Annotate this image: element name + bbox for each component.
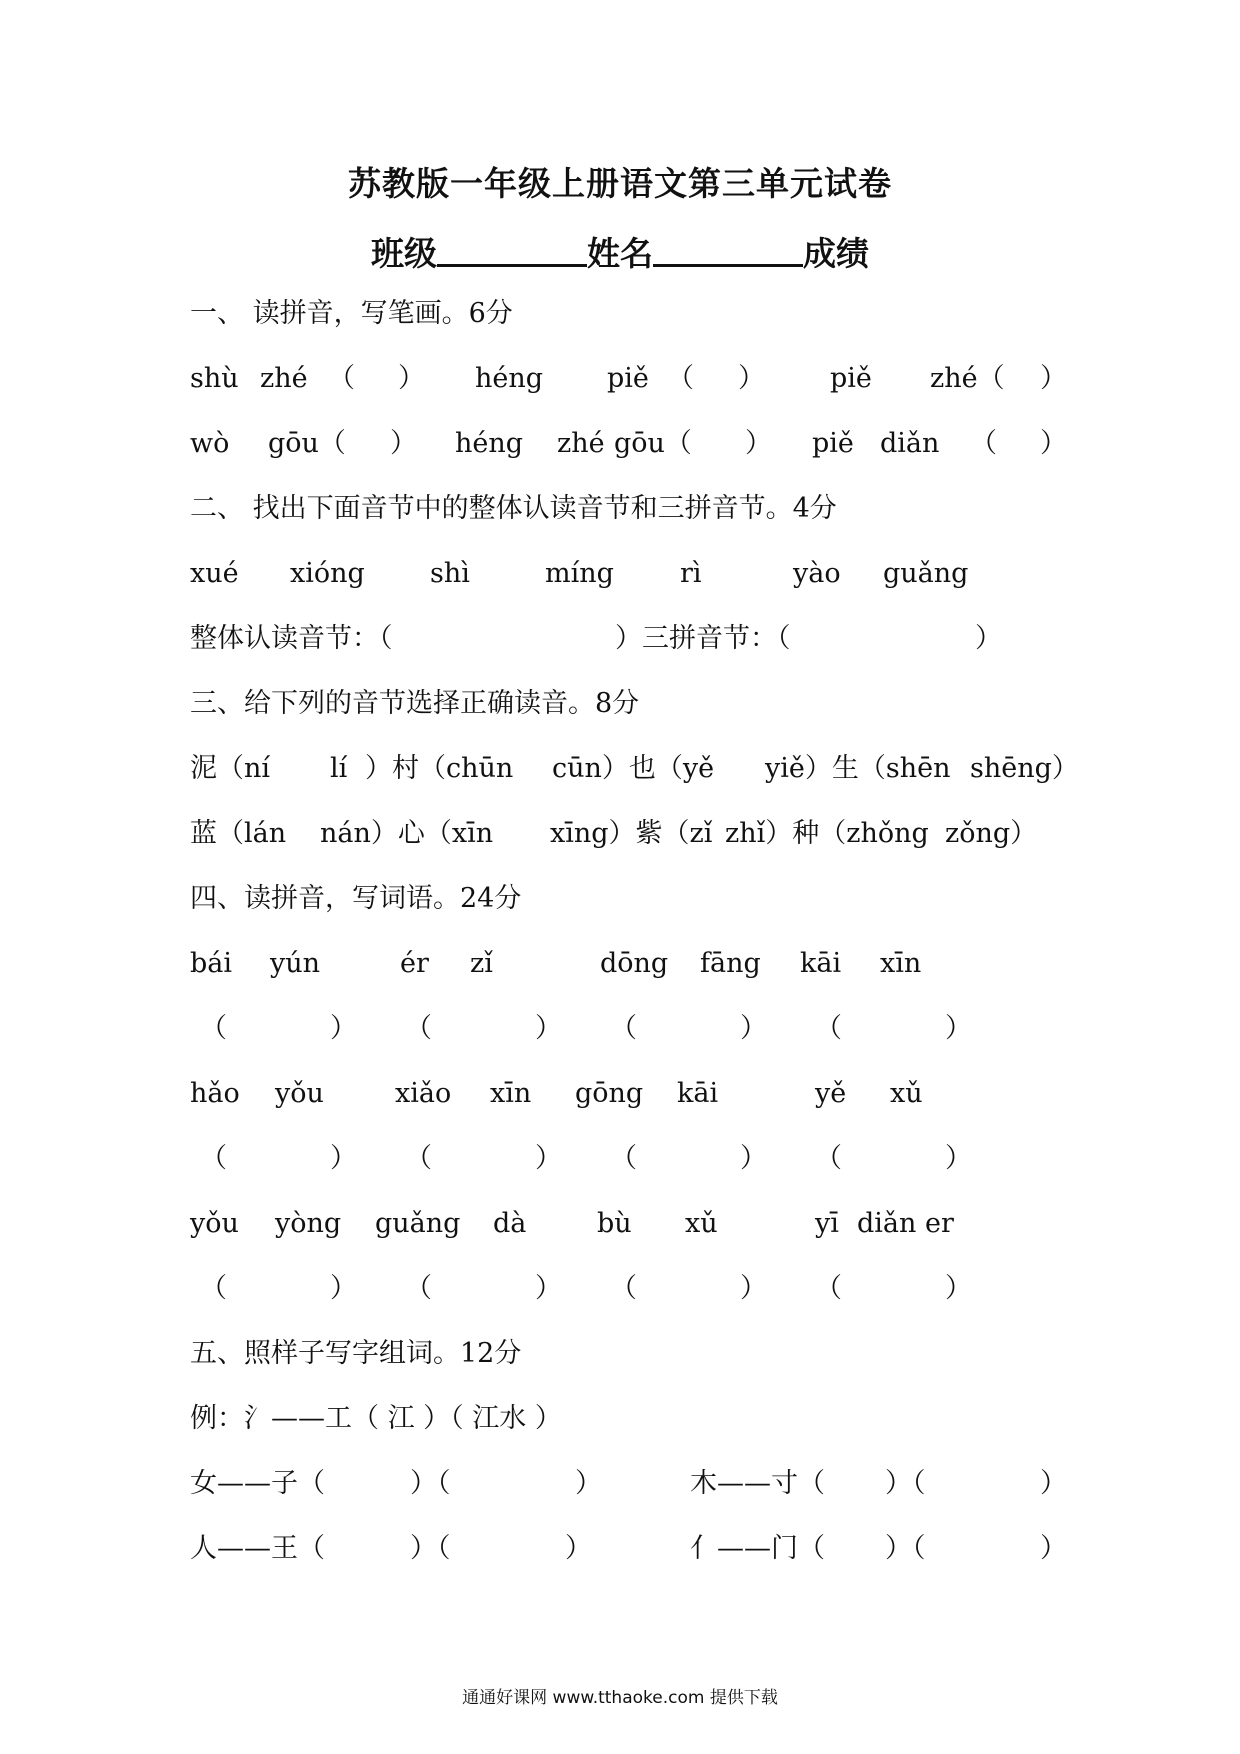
- paren-close: ）: [945, 1143, 972, 1174]
- pinyin: diǎn: [880, 428, 940, 459]
- section-5-example: 例：氵——工（ 江 ）（ 江水 ）: [190, 1403, 562, 1434]
- pinyin: yún: [270, 948, 321, 979]
- section-3-row-2: [190, 814, 1060, 854]
- pinyin: hǎo: [190, 1078, 240, 1109]
- choice-group: lí: [330, 753, 348, 784]
- pinyin: xióng: [290, 558, 365, 589]
- pinyin: yòng: [275, 1208, 342, 1239]
- pinyin: xīn: [490, 1078, 532, 1109]
- paren-open: （: [405, 1273, 432, 1304]
- paren-close: ）: [330, 1273, 357, 1304]
- pinyin: guǎng: [883, 558, 969, 589]
- name-blank[interactable]: [653, 234, 803, 267]
- section-1-row-2: [190, 424, 1067, 464]
- pinyin: bù: [597, 1208, 632, 1239]
- pinyin: bái: [190, 948, 233, 979]
- paren-close: ）: [398, 363, 425, 394]
- choice-group: 蓝（lán: [190, 818, 287, 849]
- paren-close: ）: [330, 1143, 357, 1174]
- paren-close: ）: [1040, 1468, 1067, 1499]
- pinyin: rì: [680, 558, 702, 589]
- pinyin: yǒu: [275, 1078, 324, 1109]
- class-blank[interactable]: [437, 234, 587, 267]
- choice-group: nán）心（xīn: [320, 818, 494, 849]
- whole-syllable-label: 整体认读音节：（: [190, 623, 393, 654]
- pinyin: yī: [815, 1208, 839, 1239]
- section-4-answer-row-1: [190, 1009, 1060, 1049]
- paren-close: ）: [330, 1013, 357, 1044]
- choice-group: 泥（ní: [190, 753, 271, 784]
- paren-close: ）: [1040, 1533, 1067, 1564]
- paren-open: （: [610, 1143, 637, 1174]
- pinyin: xué: [190, 558, 239, 589]
- section-4-pinyin-row-1: [190, 944, 1060, 984]
- paren-close: ）: [945, 1273, 972, 1304]
- section-4-answer-row-3: [190, 1269, 1060, 1309]
- pinyin: míng: [545, 558, 614, 589]
- pinyin: diǎn er: [857, 1208, 954, 1239]
- radical-pair: 女——子（: [190, 1468, 325, 1499]
- choice-group: yiě）生（shēn: [765, 753, 951, 784]
- paren-open: （: [328, 363, 355, 394]
- pinyin: wò: [190, 428, 230, 459]
- pinyin: kāi: [800, 948, 842, 979]
- section-1-heading: 一、 读拼音，写笔画。6分: [190, 298, 513, 329]
- paren-close: ）: [1040, 363, 1067, 394]
- paren-open: （: [405, 1013, 432, 1044]
- student-info-line: [0, 228, 1240, 275]
- paren-close: ）: [745, 428, 772, 459]
- paren-close: ）: [535, 1273, 562, 1304]
- paren-close: ）: [740, 1143, 767, 1174]
- pinyin: piě: [830, 363, 872, 394]
- paren-close: ）: [535, 1143, 562, 1174]
- section-4-heading: 四、读拼音，写词语。24分: [190, 883, 522, 914]
- pinyin: yě: [815, 1078, 847, 1109]
- pinyin: kāi: [677, 1078, 719, 1109]
- pinyin: xǔ: [890, 1078, 923, 1109]
- pinyin: gōu（: [268, 428, 346, 459]
- pinyin: xīn: [880, 948, 922, 979]
- pinyin: yào: [793, 558, 841, 589]
- section-2-answer-line: [190, 619, 1060, 659]
- paren-open: （: [815, 1143, 842, 1174]
- paren-open: （: [815, 1013, 842, 1044]
- paren-close: ）: [390, 428, 417, 459]
- pinyin: zǐ: [470, 948, 493, 979]
- paren-open: （: [200, 1273, 227, 1304]
- pinyin: shì: [430, 558, 470, 589]
- section-3-heading: 三、给下列的音节选择正确读音。8分: [190, 688, 640, 719]
- section-5-row-2: [190, 1529, 1067, 1569]
- radical-pair: 亻——门（: [690, 1533, 825, 1564]
- paren-close: ）: [565, 1533, 592, 1564]
- paren-pair: ）（: [410, 1533, 451, 1564]
- choice-group: ）村（chūn: [365, 753, 514, 784]
- section-2-syllables: [190, 554, 1060, 594]
- paren-pair: ）（: [410, 1468, 451, 1499]
- paren-close: ）: [1040, 428, 1067, 459]
- radical-pair: 木——寸（: [690, 1468, 825, 1499]
- footer-credit: 通通好课网 www.tthaoke.com 提供下载: [462, 1688, 778, 1708]
- choice-group: zhǐ）种（zhǒng: [725, 818, 929, 849]
- paren-close: ）: [740, 1273, 767, 1304]
- pinyin: guǎng: [375, 1208, 461, 1239]
- section-2-heading: 二、 找出下面音节中的整体认读音节和三拼音节。4分: [190, 493, 837, 524]
- pinyin: piě: [607, 363, 649, 394]
- score-label: 成绩: [803, 234, 869, 273]
- pinyin: yǒu: [190, 1208, 239, 1239]
- pinyin: dà: [493, 1208, 527, 1239]
- pinyin: dōng: [600, 948, 669, 979]
- paren-open: （: [200, 1143, 227, 1174]
- pinyin: fāng: [700, 948, 761, 979]
- paren-pair: ）（: [885, 1533, 926, 1564]
- section-4-pinyin-row-3: [190, 1204, 1060, 1244]
- paren-close: ）: [975, 623, 1002, 654]
- section-4-answer-row-2: [190, 1139, 1060, 1179]
- pinyin: shù: [190, 363, 239, 394]
- paren-open: （: [405, 1143, 432, 1174]
- section-5-row-1: [190, 1464, 1067, 1504]
- paren-close: ）: [740, 1013, 767, 1044]
- choice-group: cūn）也（yě: [552, 753, 715, 784]
- pinyin: gōng: [575, 1078, 644, 1109]
- pinyin: zhé: [557, 428, 605, 459]
- class-label: 班级: [371, 234, 437, 273]
- pinyin: piě: [812, 428, 854, 459]
- pinyin: gōu（: [614, 428, 692, 459]
- choice-group: shēng）: [970, 753, 1079, 784]
- section-4-pinyin-row-2: [190, 1074, 1060, 1114]
- section-3-row-1: [190, 749, 1079, 789]
- choice-group: xīng）紫（zǐ: [550, 818, 713, 849]
- pinyin: héng: [475, 363, 544, 394]
- paren-open: （: [970, 428, 997, 459]
- paren-open: （: [610, 1013, 637, 1044]
- paren-close: ）: [575, 1468, 602, 1499]
- paren-close: ）: [945, 1013, 972, 1044]
- pinyin: xiǎo: [395, 1078, 452, 1109]
- paren-open: （: [667, 363, 694, 394]
- choice-group: zǒng）: [945, 818, 1038, 849]
- section-1-row-1: [190, 359, 1067, 399]
- paren-open: （: [815, 1273, 842, 1304]
- radical-pair: 人——王（: [190, 1533, 325, 1564]
- pinyin: ér: [400, 948, 429, 979]
- pinyin: zhé（: [930, 363, 1005, 394]
- pinyin: xǔ: [685, 1208, 718, 1239]
- section-5-heading: 五、照样子写字组词。12分: [190, 1338, 522, 1369]
- paren-close: ）: [738, 363, 765, 394]
- exam-title: 苏教版一年级上册语文第三单元试卷: [348, 164, 892, 203]
- paren-open: （: [200, 1013, 227, 1044]
- pinyin: héng: [455, 428, 524, 459]
- paren-close: ）: [535, 1013, 562, 1044]
- three-part-syllable-label: ）三拼音节：（: [615, 623, 791, 654]
- name-label: 姓名: [587, 234, 653, 273]
- pinyin: zhé: [260, 363, 308, 394]
- paren-pair: ）（: [885, 1468, 926, 1499]
- paren-open: （: [610, 1273, 637, 1304]
